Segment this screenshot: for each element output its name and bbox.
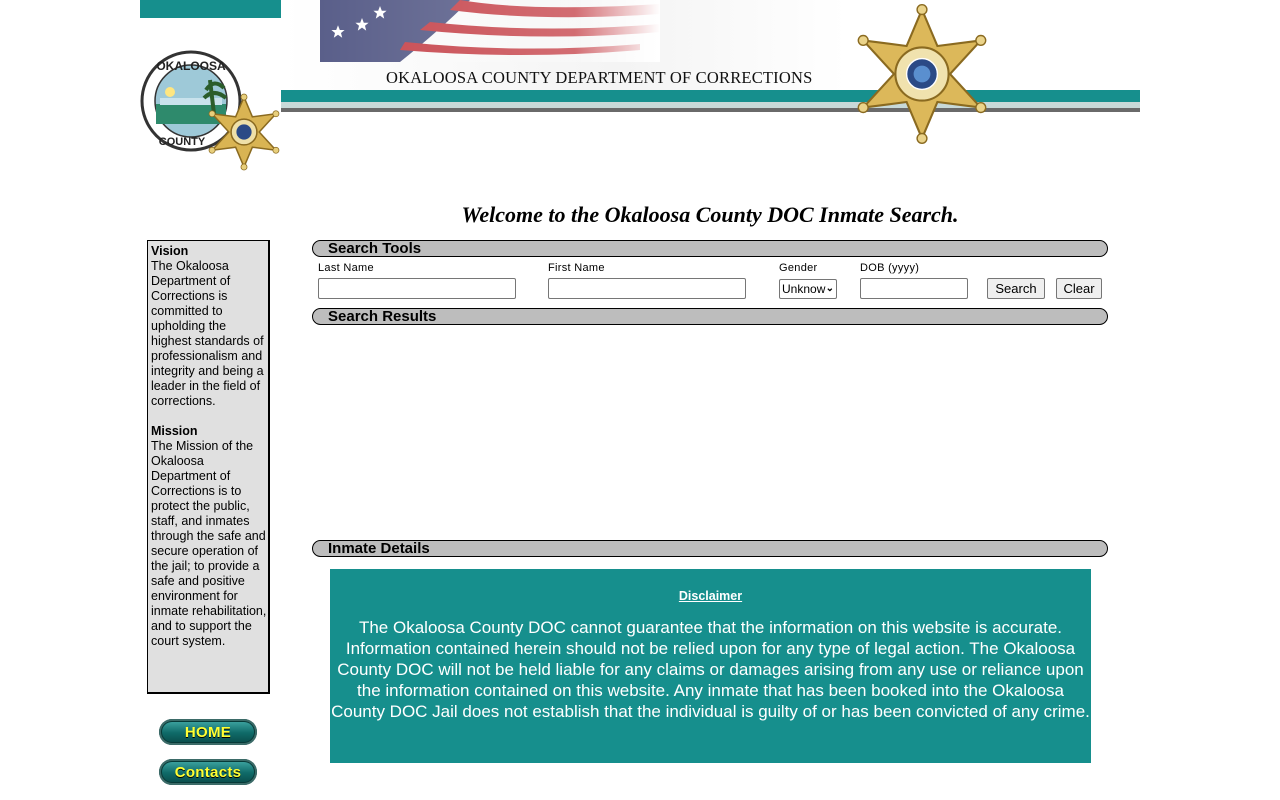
sheriff-star-badge-large <box>852 0 992 148</box>
last-name-input[interactable] <box>318 278 516 299</box>
last-name-label: Last Name <box>318 262 374 274</box>
mission-heading: Mission <box>151 424 198 438</box>
clear-button[interactable]: Clear <box>1056 278 1102 299</box>
chevron-down-icon: ⌄ <box>825 283 834 294</box>
banner-teal-corner <box>140 0 281 18</box>
banner-title: OKALOOSA COUNTY DEPARTMENT OF CORRECTIONS <box>386 68 813 87</box>
contacts-button-label: Contacts <box>162 762 254 782</box>
page-title: Welcome to the Okaloosa County DOC Inmate Search. <box>461 202 959 227</box>
banner-stripe <box>281 90 1140 102</box>
vision-heading: Vision <box>151 244 189 258</box>
first-name-input[interactable] <box>548 278 746 299</box>
american-flag-image <box>320 0 660 62</box>
gender-label: Gender <box>779 262 818 274</box>
vision-text: The Okaloosa Department of Corrections is committed to upholding the highest standards of professionalism and integrity and being a leader in the field of corrections. <box>151 259 264 408</box>
home-button-label: HOME <box>162 722 254 742</box>
seal-top-text: OKALOOSA <box>156 59 226 73</box>
banner-stripe <box>281 108 1140 112</box>
contacts-button[interactable] <box>159 759 257 785</box>
home-button[interactable] <box>159 719 257 745</box>
first-name-label: First Name <box>548 262 605 274</box>
inmate-details-header: Inmate Details <box>312 540 1108 557</box>
disclaimer-title: Disclaimer <box>678 589 743 603</box>
header-banner <box>140 0 1140 180</box>
dob-label: DOB (yyyy) <box>860 262 920 274</box>
search-button[interactable]: Search <box>987 278 1045 299</box>
gender-select[interactable] <box>779 279 837 299</box>
vision-mission-panel <box>147 240 270 694</box>
sheriff-star-badge-small <box>206 88 282 176</box>
dob-year-input[interactable] <box>860 278 968 299</box>
gender-selected-value: Unknow <box>782 282 826 296</box>
mission-text: The Mission of the Okaloosa Department of Corrections is to protect the public, staff, and inmates through the safe and secure operation of the jail; to provide a safe and positive environment for inmate rehabilitation, and to support the court system. <box>151 439 267 648</box>
search-results-header: Search Results <box>312 308 1108 325</box>
disclaimer-text: The Okaloosa County DOC cannot guarantee that the information on this website is accurate. Information contained herein should not be relied upon for any type of legal action. The Okaloosa County DOC will not be held liable for any claims or damages arising from any use or reliance upon the information contained on this website. Any inmate that has been booked into the Okaloosa County DOC Jail does not establish that the individual is guilty of or has been convicted of any crime. <box>331 618 1090 721</box>
disclaimer-panel <box>330 569 1091 763</box>
search-tools-header: Search Tools <box>312 240 1108 257</box>
seal-bottom-text: COUNTY <box>158 136 206 148</box>
